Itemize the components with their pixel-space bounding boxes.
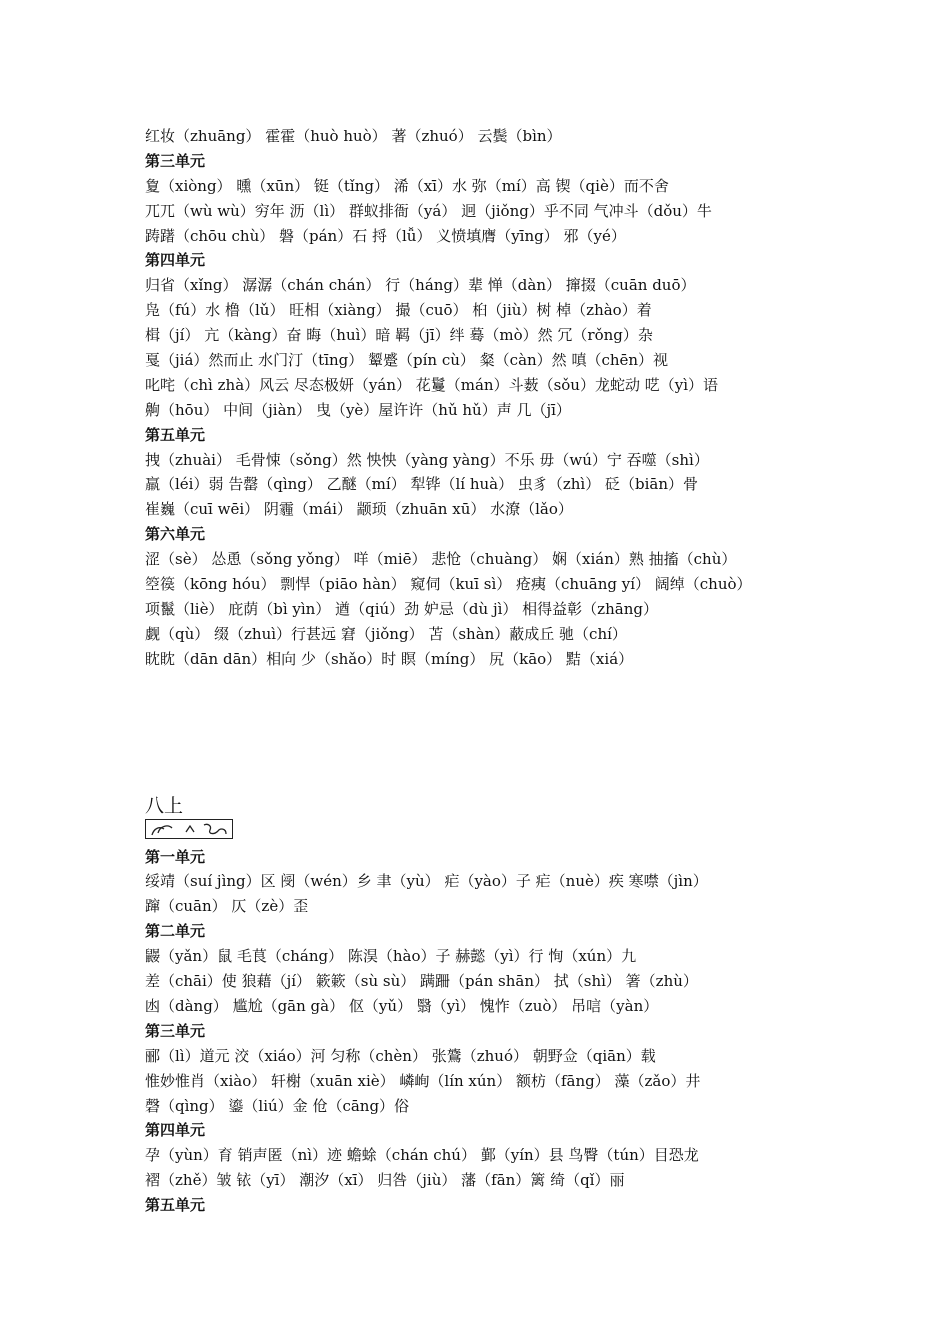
text-line: 褶（zhě）皱 铱（yī） 潮汐（xī） 归咎（jiù） 藩（fān）篱 绮（qǐ）丽 xyxy=(145,1171,625,1190)
text-line: 夐（xiòng） 曛（xūn） 铤（tǐng） 浠（xī）水 弥（mí）高 锲（qiè）而不舍 xyxy=(145,176,669,195)
text-line: 觑（qù） 缀（zhuì）行甚远 窘（jiǒng） 苫（shàn）蔽成丘 驰（chí） xyxy=(145,624,627,643)
text-line: 蹿（cuān） 仄（zè）歪 xyxy=(145,897,309,916)
text-line: 归省（xǐng） 潺潺（chán chán） 行（háng）辈 惮（dàn） 撺掇（cuān duō） xyxy=(145,276,696,295)
text-line: 项鬣（liè） 庇荫（bì yìn） 遒（qiú）劲 妒忌（dù jì） 相得益彰（zhāng） xyxy=(145,599,658,618)
text-line: 鼹（yǎn）鼠 毛茛（cháng） 陈淏（hào）子 赫懿（yì）行 恂（xún）九 xyxy=(145,947,637,966)
text-line: 郦（lì）道元 洨（xiáo）河 匀称（chèn） 张鷟（zhuó） 朝野佥（qiān）载 xyxy=(145,1046,656,1065)
text-line: 磬（qìng） 鎏（liú）金 伧（cāng）俗 xyxy=(145,1096,410,1115)
text-line: 绥靖（suí jìng）区 阌（wén）乡 聿（yù） 疟（yào）子 疟（nuè）疾 寒噤（jìn） xyxy=(145,872,708,891)
text-line: 兀兀（wù wù）穷年 沥（lì） 群蚁排衙（yá） 迥（jiǒng）乎不同 气冲斗（dǒu）牛 xyxy=(145,201,712,220)
text-line: 拽（zhuài） 毛骨悚（sǒng）然 怏怏（yàng yàng）不乐 毋（wú）宁 吞噬（shì） xyxy=(145,450,709,469)
section-title: 八上 xyxy=(145,794,184,817)
unit-heading: 第四单元 xyxy=(145,1121,206,1140)
text-line: 眈眈（dān dān）相向 少（shǎo）时 瞑（míng） 尻（kāo） 黠（xiá） xyxy=(145,649,634,668)
unit-heading: 第一单元 xyxy=(145,847,206,866)
text-line: 叱咤（chì zhà）风云 尽态极妍（yán） 花鬘（mán）斗薮（sǒu）龙蛇动 呓（yì）语 xyxy=(145,375,719,394)
unit-heading: 第五单元 xyxy=(145,425,206,444)
text-line: 崔巍（cuī wēi） 阴霾（mái） 颛顼（zhuān xū） 水潦（lǎo） xyxy=(145,500,573,519)
text-line: 齁（hōu） 中间（jiàn） 曳（yè）屋许许（hǔ hǔ）声 几（jī） xyxy=(145,400,571,419)
text-line: 戛（jiá）然而止 水门汀（tīng） 颦蹙（pín cù） 粲（càn）然 嗔（chēn）视 xyxy=(145,351,669,370)
unit-heading: 第二单元 xyxy=(145,922,206,941)
section-spacer xyxy=(145,672,825,793)
text-line: 楫（jí） 亢（kàng）奋 晦（huì）暗 羁（jī）绊 蓦（mò）然 冗（rǒng）杂 xyxy=(145,326,653,345)
text-line: 凫（fú）水 橹（lǔ） 旺相（xiàng） 撮（cuō） 桕（jiù）树 棹（zhào）着 xyxy=(145,301,652,320)
text-line: 惟妙惟肖（xiào） 轩榭（xuān xiè） 嶙峋（lín xún） 额枋（fāng） 藻（zǎo）井 xyxy=(145,1071,701,1090)
unit-heading: 第四单元 xyxy=(145,251,206,270)
unit-heading: 第三单元 xyxy=(145,151,206,170)
text-line: 凼（dàng） 尴尬（gān gà） 伛（yǔ） 翳（yì） 愧怍（zuò） 吊唁（yàn） xyxy=(145,996,659,1015)
unit-heading: 第三单元 xyxy=(145,1021,206,1040)
decorative-logo-icon xyxy=(145,819,233,839)
text-line: 踌躇（chōu chù） 磐（pán）石 捋（lǚ） 义愤填膺（yīng） 邪（yé） xyxy=(145,226,626,245)
unit-heading: 第五单元 xyxy=(145,1196,206,1215)
text-line: 羸（léi）弱 告罄（qìng） 乙醚（mí） 犁铧（lí huà） 虫豸（zhì） 砭（biān）骨 xyxy=(145,475,698,494)
unit-heading: 第六单元 xyxy=(145,525,206,544)
text-line: 涩（sè） 怂恿（sǒng yǒng） 咩（miē） 悲怆（chuàng） 娴（xián）熟 抽搐（chù） xyxy=(145,550,737,569)
document-page xyxy=(145,124,825,1218)
text-line: 孕（yùn）育 销声匿（nì）迹 蟾蜍（chán chú） 鄞（yín）县 鸟臀（tún）目恐龙 xyxy=(145,1146,699,1165)
text-line: 差（chāi）使 狼藉（jí） 簌簌（sù sù） 蹒跚（pán shān） 拭（shì） 箸（zhù） xyxy=(145,972,698,991)
text-line: 箜篌（kōng hóu） 剽悍（piāo hàn） 窥伺（kuī sì） 疮痍（chuāng yí） 阔绰（chuò） xyxy=(145,575,752,594)
text-line: 红妆（zhuāng） 霍霍（huò huò） 著（zhuó） 云鬓（bìn） xyxy=(145,127,562,145)
